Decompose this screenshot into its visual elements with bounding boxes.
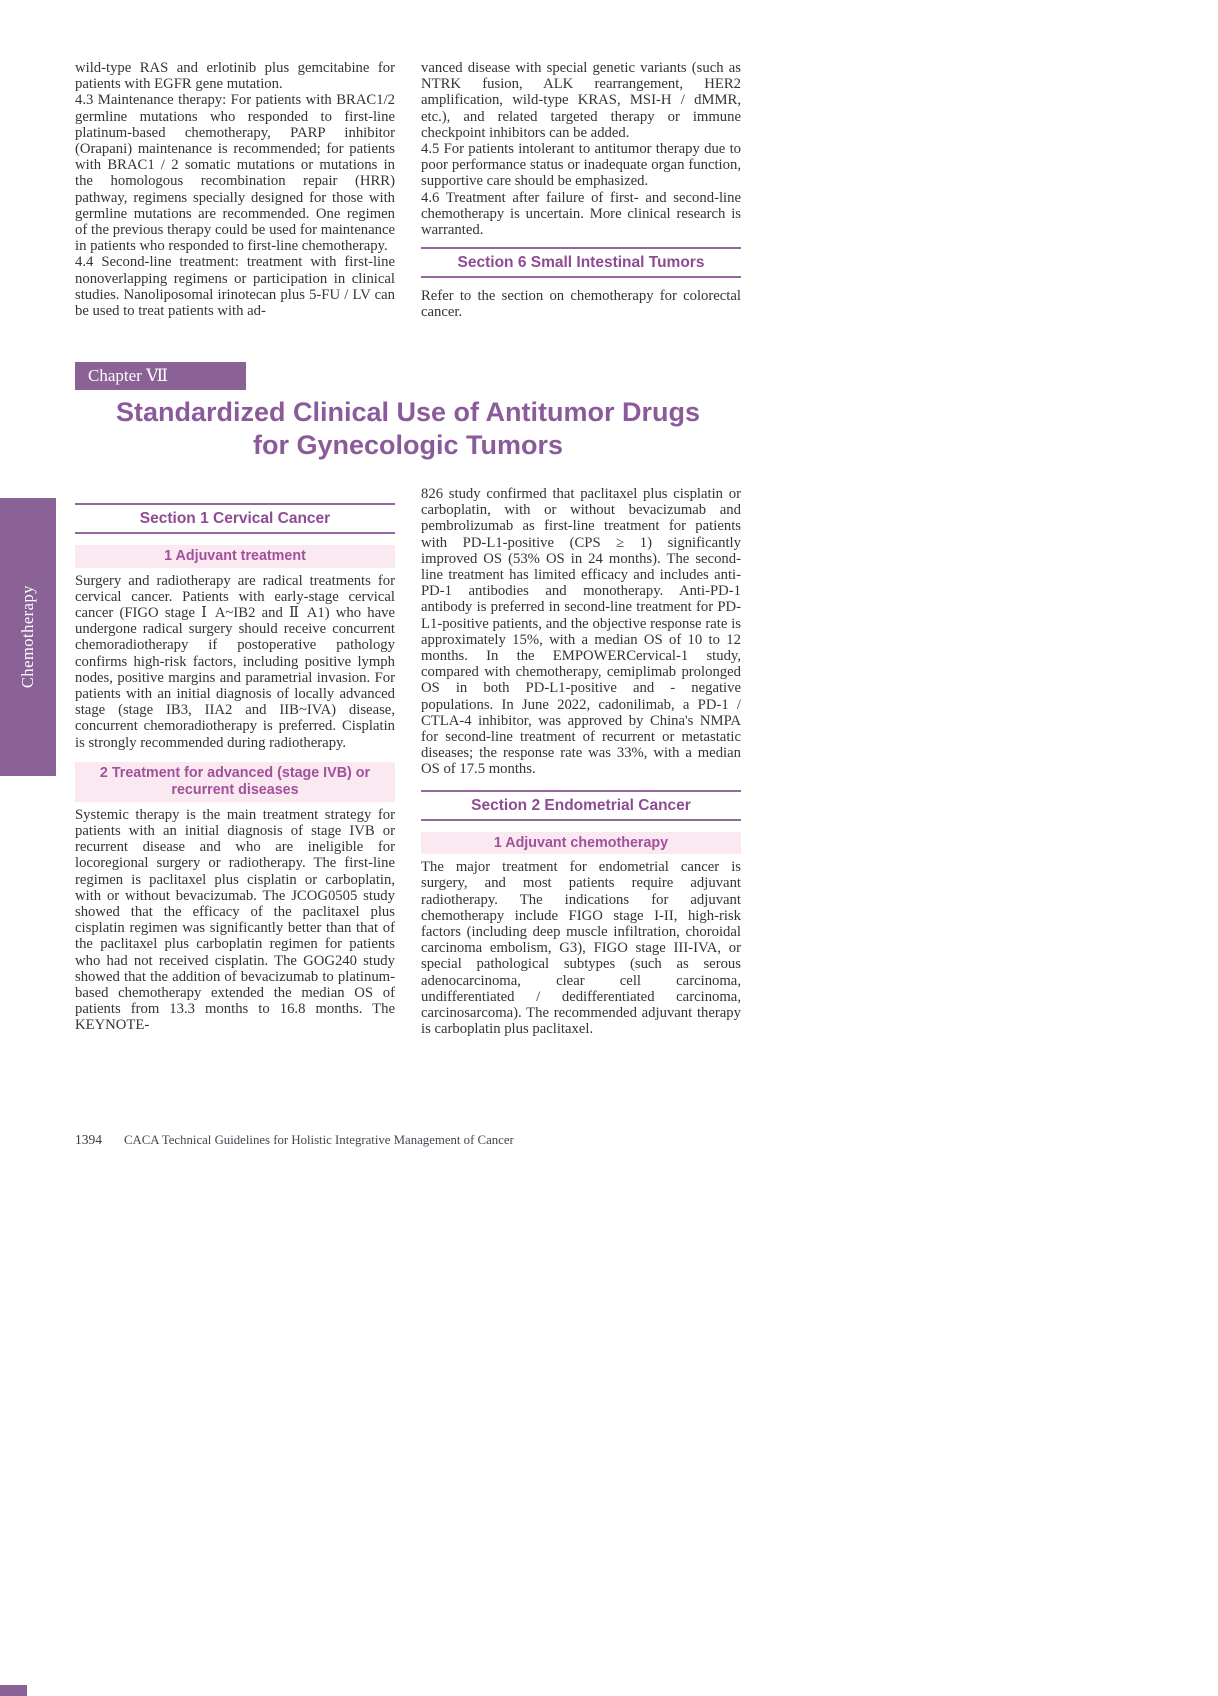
body-paragraph: 4.6 Treatment after failure of first- and second-line chemotherapy is uncertain. More clinical research is warranted.	[421, 189, 741, 239]
main-right-column	[421, 486, 741, 1037]
sidebar-label: Chemotherapy	[18, 585, 37, 689]
body-paragraph: wild-type RAS and erlotinib plus gemcitabine for patients with EGFR gene mutation.	[75, 60, 395, 93]
chapter-title-line1: Standardized Clinical Use of Antitumor Drugs	[115, 397, 701, 427]
page-number: 1394	[75, 1132, 102, 1147]
subsection-1-adjuvant-treatment-heading: 1 Adjuvant treatment	[75, 545, 395, 568]
sidebar-chemotherapy-tab	[0, 498, 56, 776]
body-paragraph: Systemic therapy is the main treatment strategy for patients with an initial diagnosis of stage IVB or recurrent disease and who are ineligible for locoregional surgery or radiotherapy. The first-line regimen is paclitaxel plus cisplatin or carboplatin, with or without bevacizumab. The JCOG0505 study showed that the efficacy of the paclitaxel plus cisplatin regimen was significantly better than that of the paclitaxel plus carboplatin regimen for patients who had not received cisplatin. The GOG240 study showed that the addition of bevacizumab to platinum-based chemotherapy extended the median OS of patients from 13.3 months to 16.8 months. The KEYNOTE-	[75, 806, 395, 1034]
chapter-title-line2: for Gynecologic Tumors	[252, 430, 564, 460]
footer-title: CACA Technical Guidelines for Holistic Integrative Management of Cancer	[124, 1133, 514, 1147]
body-paragraph: Surgery and radiotherapy are radical treatments for cervical cancer. Patients with early-stage cervical cancer (FIGO stage Ⅰ A~IB2 and Ⅱ A1) who have undergone radical surgery should receive concurrent chemoradiotherapy if postoperative pathology confirms high-risk factors, including positive lymph nodes, positive margins and parametrial invasion. For patients with an initial diagnosis of locally advanced stage (stage IB3, IIA2 and IIB~IVA) disease, concurrent chemoradiotherapy is preferred. Cisplatin is strongly recommended during radiotherapy.	[75, 572, 395, 751]
section-2-heading: Section 2 Endometrial Cancer	[421, 790, 741, 821]
section-6-heading: Section 6 Small Intestinal Tumors	[421, 247, 741, 278]
body-paragraph: 4.5 For patients intolerant to antitumor therapy due to poor performance status or inadequate organ function, supportive care should be emphasized.	[421, 141, 741, 190]
chapter-badge: Chapter Ⅶ	[75, 362, 246, 390]
body-paragraph: 4.4 Second-line treatment: treatment with first-line nonoverlapping regimens or participation in clinical studies. Nanoliposomal irinotecan plus 5-FU / LV can be used to treat patients with ad-	[75, 254, 395, 320]
body-paragraph: 4.3 Maintenance therapy: For patients with BRAC1/2 germline mutations who responded to first-line platinum-based chemotherapy, PARP inhibitor (Orapani) maintenance is recommended; for patients with BRAC1 / 2 somatic mutations or mutations in the homologous recombination repair (HRR) pathway, regimens specially designed for those with germline mutations are recommended. One regimen of the previous therapy could be used for maintenance in patients who responded to first-line chemotherapy.	[75, 92, 395, 255]
page-footer	[75, 1132, 514, 1148]
body-paragraph: The major treatment for endometrial cancer is surgery, and most patients require adjuvant radiotherapy. The indications for adjuvant chemotherapy include FIGO stage I-II, high-risk factors (including deep muscle infiltration, choroidal carcinoma embolism, G3), FIGO stage III-IVA, or special pathological subtypes (such as serous adenocarcinoma, clear cell carcinoma, undifferentiated / dedifferentiated carcinoma, carcinosarcoma). The recommended adjuvant therapy is carboplatin plus paclitaxel.	[421, 859, 741, 1038]
body-paragraph: vanced disease with special genetic variants (such as NTRK fusion, ALK rearrangement, HER2 amplification, wild-type KRAS, MSI-H / dMMR, etc.), and related targeted therapy or immune checkpoint inhibitors can be added.	[421, 60, 741, 141]
page-corner-mark	[0, 1685, 27, 1696]
body-paragraph: Refer to the section on chemotherapy for colorectal cancer.	[421, 288, 741, 321]
section-1-heading: Section 1 Cervical Cancer	[75, 503, 395, 534]
top-right-column	[421, 60, 741, 321]
continuation-text-block	[75, 60, 741, 321]
body-paragraph: 826 study confirmed that paclitaxel plus cisplatin or carboplatin, with or without bevacizumab and pembrolizumab as first-line treatment for patients with PD-L1-positive (CPS ≥ 1) significantly improved OS (53% OS in 24 months). The second-line treatment has limited efficacy and includes anti-PD-1 antibodies and monotherapy. Anti-PD-1 antibody is preferred in second-line treatment for PD-L1-positive patients, and the objective response rate is approximately 15%, with a median OS of 10 to 12 months. In the EMPOWERCervical-1 study, compared with chemotherapy, cemiplimab prolonged OS in both PD-L1-positive and - negative populations. In June 2022, cadonilimab, a PD-1 / CTLA-4 inhibitor, was approved by China's NMPA for second-line treatment of recurrent or metastatic diseases; the response rate was 33%, with a median OS of 17.5 months.	[421, 486, 741, 778]
top-left-column	[75, 60, 395, 321]
chapter-title	[75, 396, 741, 462]
main-left-column	[75, 503, 395, 1034]
subsection-2-advanced-recurrent-heading: 2 Treatment for advanced (stage IVB) or recurrent diseases	[75, 762, 395, 802]
subsection-1-adjuvant-chemotherapy-heading: 1 Adjuvant chemotherapy	[421, 832, 741, 855]
